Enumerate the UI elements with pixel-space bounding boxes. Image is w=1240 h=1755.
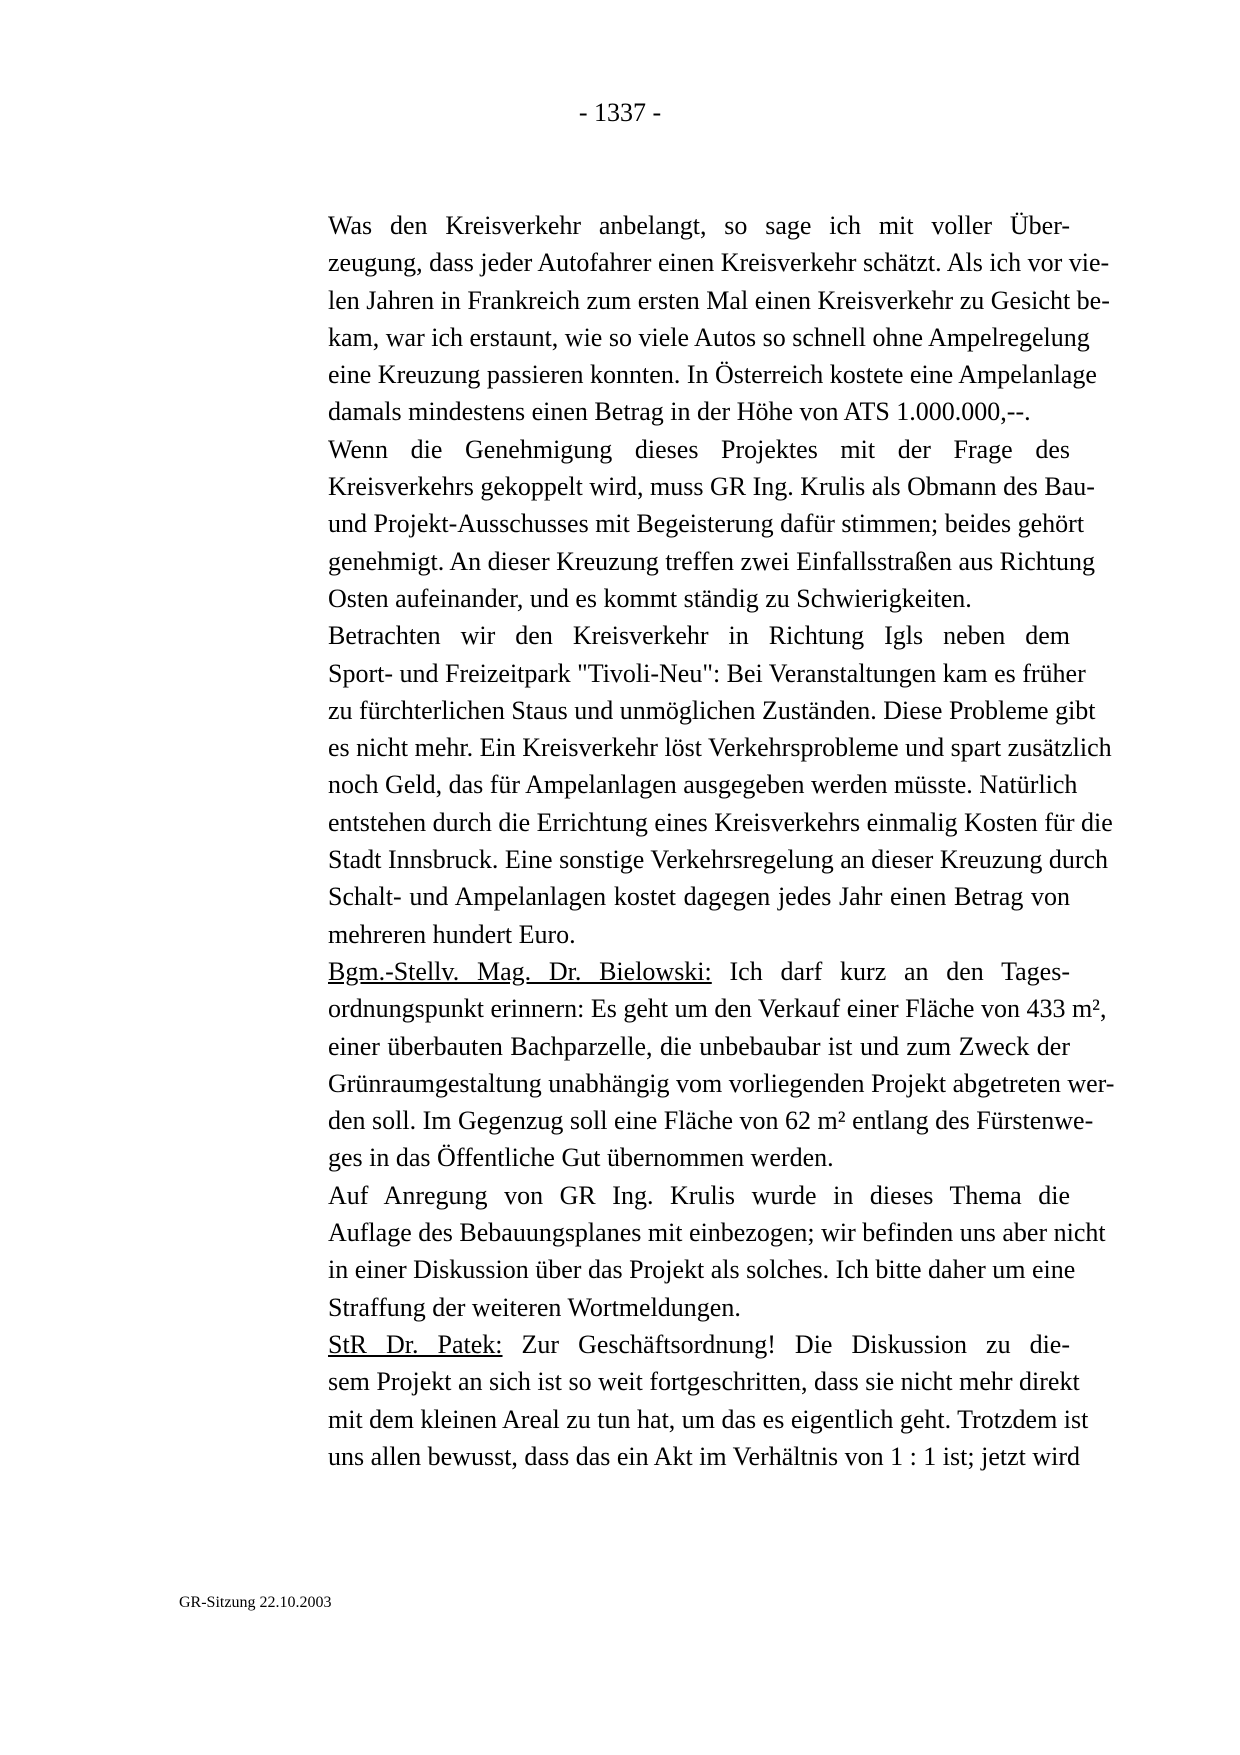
text-line: einer überbauten Bachparzelle, die unbebaubar ist und zum Zweck der: [328, 1031, 1070, 1061]
text-line: Auflage des Bebauungsplanes mit einbezogen; wir befinden uns aber nicht: [328, 1218, 1106, 1248]
text-line: Auf Anregung von GR Ing. Krulis wurde in dieses Thema die: [328, 1180, 1070, 1210]
text-line: eine Kreuzung passieren konnten. In Österreich kostete eine Ampelanlage: [328, 360, 1097, 390]
text-line: Kreisverkehrs gekoppelt wird, muss GR Ing. Krulis als Obmann des Bau-: [328, 472, 1095, 502]
speaker-name: StR Dr. Patek:: [328, 1329, 503, 1359]
text-line: Sport- und Freizeitpark "Tivoli-Neu": Bei Veranstaltungen kam es früher: [328, 658, 1086, 688]
text-line: genehmigt. An dieser Kreuzung treffen zwei Einfallsstraßen aus Richtung: [328, 546, 1096, 576]
paragraph-patek-statement: [179, 1326, 1089, 1475]
paragraph-bielowski-statement: [179, 953, 1115, 1177]
document-body: [179, 207, 1115, 1475]
text-line: den soll. Im Gegenzug soll eine Fläche von 62 m² entlang des Fürstenwe-: [328, 1106, 1094, 1136]
speaker-name: Bgm.-Stellv. Mag. Dr. Bielowski:: [328, 956, 712, 986]
text-line: sem Projekt an sich ist so weit fortgeschritten, dass sie nicht mehr direkt: [328, 1367, 1080, 1397]
text-line: entstehen durch die Errichtung eines Kreisverkehrs einmalig Kosten für die: [328, 807, 1113, 837]
page-number: - 1337 -: [578, 98, 662, 127]
text-line: Straffung der weiteren Wortmeldungen.: [328, 1292, 741, 1322]
paragraph-development-plan: [179, 1177, 1106, 1326]
speaker-statement-start: Ich darf kurz an den Tages-: [711, 956, 1070, 986]
text-line: [179, 1326, 1070, 1363]
text-line: mit dem kleinen Areal zu tun hat, um das es eigentlich geht. Trotzdem ist: [328, 1404, 1089, 1434]
text-line: len Jahren in Frankreich zum ersten Mal einen Kreisverkehr zu Gesicht be-: [328, 285, 1110, 315]
text-line: Grünraumgestaltung unabhängig vom vorliegenden Projekt abgetreten wer-: [328, 1068, 1115, 1098]
text-line: Wenn die Genehmigung dieses Projektes mit der Frage des: [328, 434, 1070, 464]
text-line: Stadt Innsbruck. Eine sonstige Verkehrsregelung an dieser Kreuzung durch: [328, 845, 1109, 875]
text-line: [179, 953, 1070, 990]
text-line: noch Geld, das für Ampelanlagen ausgegeben werden müsste. Natürlich: [328, 770, 1078, 800]
text-line: Was den Kreisverkehr anbelangt, so sage ich mit voller Über-: [328, 211, 1070, 240]
text-line: Osten aufeinander, und es kommt ständig zu Schwierigkeiten.: [328, 583, 972, 613]
page-footer: GR-Sitzung 22.10.2003: [179, 1594, 332, 1611]
text-line: Betrachten wir den Kreisverkehr in Richtung Igls neben dem: [328, 621, 1070, 651]
text-line: mehreren hundert Euro.: [328, 919, 576, 949]
text-line: Schalt- und Ampelanlagen kostet dagegen jedes Jahr einen Betrag von: [328, 882, 1070, 912]
paragraph-roundabout-opinion: [179, 207, 1110, 431]
text-line: ges in das Öffentliche Gut übernommen werden.: [328, 1143, 834, 1173]
text-line: es nicht mehr. Ein Kreisverkehr löst Verkehrsprobleme und spart zusätzlich: [328, 733, 1112, 763]
text-line: zeugung, dass jeder Autofahrer einen Kreisverkehr schätzt. Als ich vor vie-: [328, 248, 1110, 278]
paragraph-igls-roundabout: [179, 617, 1113, 953]
speaker-statement-start: Zur Geschäftsordnung! Die Diskussion zu die-: [502, 1329, 1071, 1359]
text-line: zu fürchterlichen Staus und unmöglichen Zuständen. Diese Probleme gibt: [328, 695, 1096, 725]
text-line: und Projekt-Ausschusses mit Begeisterung dafür stimmen; beides gehört: [328, 509, 1085, 539]
paragraph-project-approval: [179, 431, 1096, 617]
text-line: uns allen bewusst, dass das ein Akt im Verhältnis von 1 : 1 ist; jetzt wird: [328, 1441, 1081, 1471]
text-line: kam, war ich erstaunt, wie so viele Autos so schnell ohne Ampelregelung: [328, 322, 1090, 352]
text-line: ordnungspunkt erinnern: Es geht um den Verkauf einer Fläche von 433 m²,: [328, 994, 1107, 1024]
text-line: in einer Diskussion über das Projekt als solches. Ich bitte daher um eine: [328, 1255, 1076, 1285]
text-line: damals mindestens einen Betrag in der Höhe von ATS 1.000.000,--.: [328, 397, 1031, 427]
